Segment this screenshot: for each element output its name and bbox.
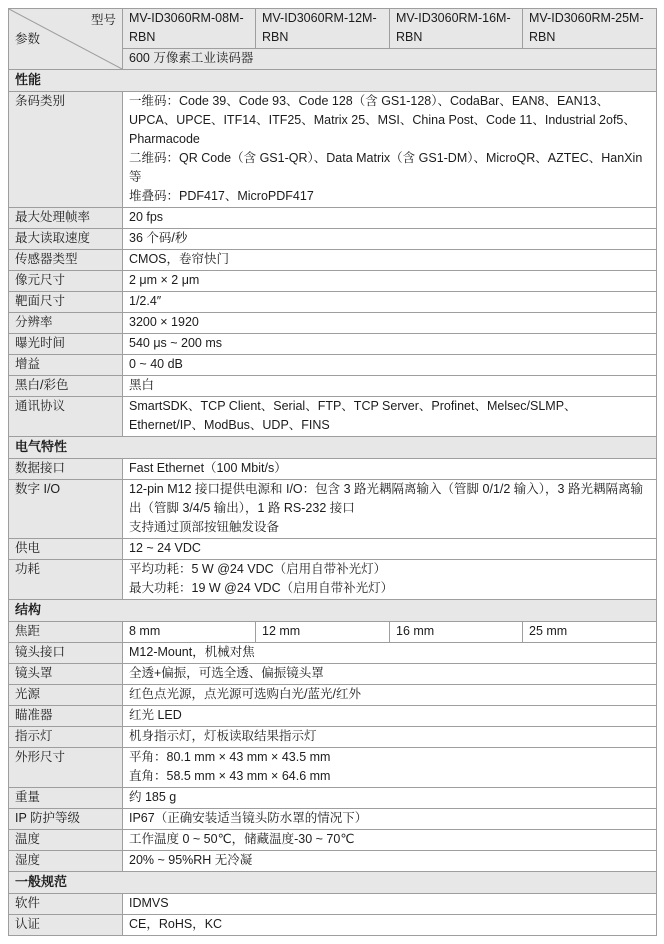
row-temperature-label: 温度 (9, 830, 123, 851)
row-power-consumption-value (123, 560, 657, 600)
model-name-4: MV-ID3060RM-25M-RBN (523, 9, 657, 49)
section-title-electrical: 电气特性 (9, 437, 657, 459)
row-digital-io-label: 数字 I/O (9, 480, 123, 539)
dimensions-right-angle: 直角：58.5 mm × 43 mm × 64.6 mm (129, 769, 331, 783)
row-pixel-size-label: 像元尺寸 (9, 271, 123, 292)
row-lens-hood-value: 全透+偏振，可选全透、偏振镜头罩 (123, 664, 657, 685)
row-humidity-label: 湿度 (9, 851, 123, 872)
model-name-3: MV-ID3060RM-16M-RBN (390, 9, 523, 49)
digital-io-line-2: 支持通过顶部按钮触发设备 (129, 520, 280, 534)
row-barcode-type-value (123, 92, 657, 208)
row-max-frame-rate-label: 最大处理帧率 (9, 208, 123, 229)
row-certification-value: CE，RoHS，KC (123, 915, 657, 936)
row-weight (9, 788, 657, 809)
row-ip-rating (9, 809, 657, 830)
row-digital-io-value (123, 480, 657, 539)
row-sensor-format-label: 靶面尺寸 (9, 292, 123, 313)
row-exposure-time-label: 曝光时间 (9, 334, 123, 355)
focal-length-8mm: 8 mm (123, 622, 256, 643)
row-dimensions (9, 748, 657, 788)
row-indicator-label: 指示灯 (9, 727, 123, 748)
row-data-interface (9, 459, 657, 480)
row-mono-color (9, 376, 657, 397)
row-mono-color-label: 黑白/彩色 (9, 376, 123, 397)
row-sensor-type-label: 传感器类型 (9, 250, 123, 271)
row-lens-hood-label: 镜头罩 (9, 664, 123, 685)
model-name-1: MV-ID3060RM-08M-RBN (123, 9, 256, 49)
row-humidity (9, 851, 657, 872)
row-lens-mount (9, 643, 657, 664)
row-software-label: 软件 (9, 894, 123, 915)
row-aimer-label: 瞄准器 (9, 706, 123, 727)
section-title-general: 一般规范 (9, 872, 657, 894)
model-name-2: MV-ID3060RM-12M-RBN (256, 9, 390, 49)
row-lens-mount-label: 镜头接口 (9, 643, 123, 664)
section-performance (9, 70, 657, 92)
focal-length-16mm: 16 mm (390, 622, 523, 643)
row-sensor-format (9, 292, 657, 313)
row-dimensions-label: 外形尺寸 (9, 748, 123, 788)
row-power-supply-value: 12 ~ 24 VDC (123, 539, 657, 560)
row-resolution-value: 3200 × 1920 (123, 313, 657, 334)
row-indicator (9, 727, 657, 748)
row-weight-value: 约 185 g (123, 788, 657, 809)
corner-label-parameter: 参数 (15, 32, 41, 46)
row-gain-label: 增益 (9, 355, 123, 376)
model-header-row (9, 9, 657, 49)
corner-label-model: 型号 (90, 13, 116, 27)
barcode-1d-line: 一维码：Code 39、Code 93、Code 128（含 GS1-128）、CodaBar、EAN8、EAN13、UPCA、UPCE、ITF14、ITF25、Matrix 25、MSI、China Post、Code 11、Industrial 2of5、Pharmacode (129, 94, 636, 146)
power-consumption-max: 最大功耗：19 W @24 VDC（启用自带补光灯） (129, 581, 394, 595)
row-exposure-time (9, 334, 657, 355)
row-temperature (9, 830, 657, 851)
row-indicator-value: 机身指示灯，灯板读取结果指示灯 (123, 727, 657, 748)
section-title-performance: 性能 (9, 70, 657, 92)
row-protocols-value: SmartSDK、TCP Client、Serial、FTP、TCP Server、Profinet、Melsec/SLMP、Ethernet/IP、ModBus、UDP、FINS (123, 397, 657, 437)
row-data-interface-label: 数据接口 (9, 459, 123, 480)
row-lens-hood (9, 664, 657, 685)
digital-io-line-1: 12-pin M12 接口提供电源和 I/O：包含 3 路光耦隔离输入（管脚 0/1/2 输入），3 路光耦隔离输出（管脚 3/4/5 输出），1 路 RS-232 接口 (129, 482, 643, 515)
row-temperature-value: 工作温度 0 ~ 50℃，储藏温度-30 ~ 70℃ (123, 830, 657, 851)
row-protocols-label: 通讯协议 (9, 397, 123, 437)
row-data-interface-value: Fast Ethernet（100 Mbit/s） (123, 459, 657, 480)
focal-length-25mm: 25 mm (523, 622, 657, 643)
barcode-2d-line: 二维码：QR Code（含 GS1-QR）、Data Matrix（含 GS1-DM）、MicroQR、AZTEC、HanXin 等 (129, 151, 643, 184)
row-certification-label: 认证 (9, 915, 123, 936)
row-power-supply (9, 539, 657, 560)
row-mono-color-value: 黑白 (123, 376, 657, 397)
section-general (9, 872, 657, 894)
row-sensor-format-value: 1/2.4″ (123, 292, 657, 313)
focal-length-12mm: 12 mm (256, 622, 390, 643)
row-max-read-speed (9, 229, 657, 250)
row-pixel-size-value: 2 μm × 2 μm (123, 271, 657, 292)
row-focal-length-label: 焦距 (9, 622, 123, 643)
barcode-stacked-line: 堆叠码：PDF417、MicroPDF417 (129, 189, 314, 203)
row-resolution-label: 分辨率 (9, 313, 123, 334)
row-max-frame-rate (9, 208, 657, 229)
row-aimer-value: 红光 LED (123, 706, 657, 727)
row-max-read-speed-value: 36 个码/秒 (123, 229, 657, 250)
row-protocols (9, 397, 657, 437)
power-consumption-avg: 平均功耗：5 W @24 VDC（启用自带补光灯） (129, 562, 387, 576)
row-max-read-speed-label: 最大读取速度 (9, 229, 123, 250)
row-pixel-size (9, 271, 657, 292)
dimensions-straight: 平角：80.1 mm × 43 mm × 43.5 mm (129, 750, 331, 764)
row-power-consumption (9, 560, 657, 600)
row-aimer (9, 706, 657, 727)
row-exposure-time-value: 540 μs ~ 200 ms (123, 334, 657, 355)
section-structure (9, 600, 657, 622)
row-power-consumption-label: 功耗 (9, 560, 123, 600)
row-light-source-value: 红色点光源，点光源可选购白光/蓝光/红外 (123, 685, 657, 706)
row-gain-value: 0 ~ 40 dB (123, 355, 657, 376)
row-dimensions-value (123, 748, 657, 788)
section-title-structure: 结构 (9, 600, 657, 622)
row-focal-length (9, 622, 657, 643)
product-line-label: 600 万像素工业读码器 (123, 49, 657, 70)
row-gain (9, 355, 657, 376)
row-digital-io (9, 480, 657, 539)
row-weight-label: 重量 (9, 788, 123, 809)
row-humidity-value: 20% ~ 95%RH 无冷凝 (123, 851, 657, 872)
row-power-supply-label: 供电 (9, 539, 123, 560)
section-electrical (9, 437, 657, 459)
row-light-source-label: 光源 (9, 685, 123, 706)
corner-cell (9, 9, 123, 70)
row-barcode-type (9, 92, 657, 208)
row-ip-rating-value: IP67（正确安装适当镜头防水罩的情况下） (123, 809, 657, 830)
row-lens-mount-value: M12-Mount，机械对焦 (123, 643, 657, 664)
row-max-frame-rate-value: 20 fps (123, 208, 657, 229)
row-light-source (9, 685, 657, 706)
row-software-value: IDMVS (123, 894, 657, 915)
row-sensor-type (9, 250, 657, 271)
row-barcode-type-label: 条码类别 (9, 92, 123, 208)
row-sensor-type-value: CMOS，卷帘快门 (123, 250, 657, 271)
spec-table (8, 8, 657, 936)
row-ip-rating-label: IP 防护等级 (9, 809, 123, 830)
row-resolution (9, 313, 657, 334)
row-certification (9, 915, 657, 936)
row-software (9, 894, 657, 915)
